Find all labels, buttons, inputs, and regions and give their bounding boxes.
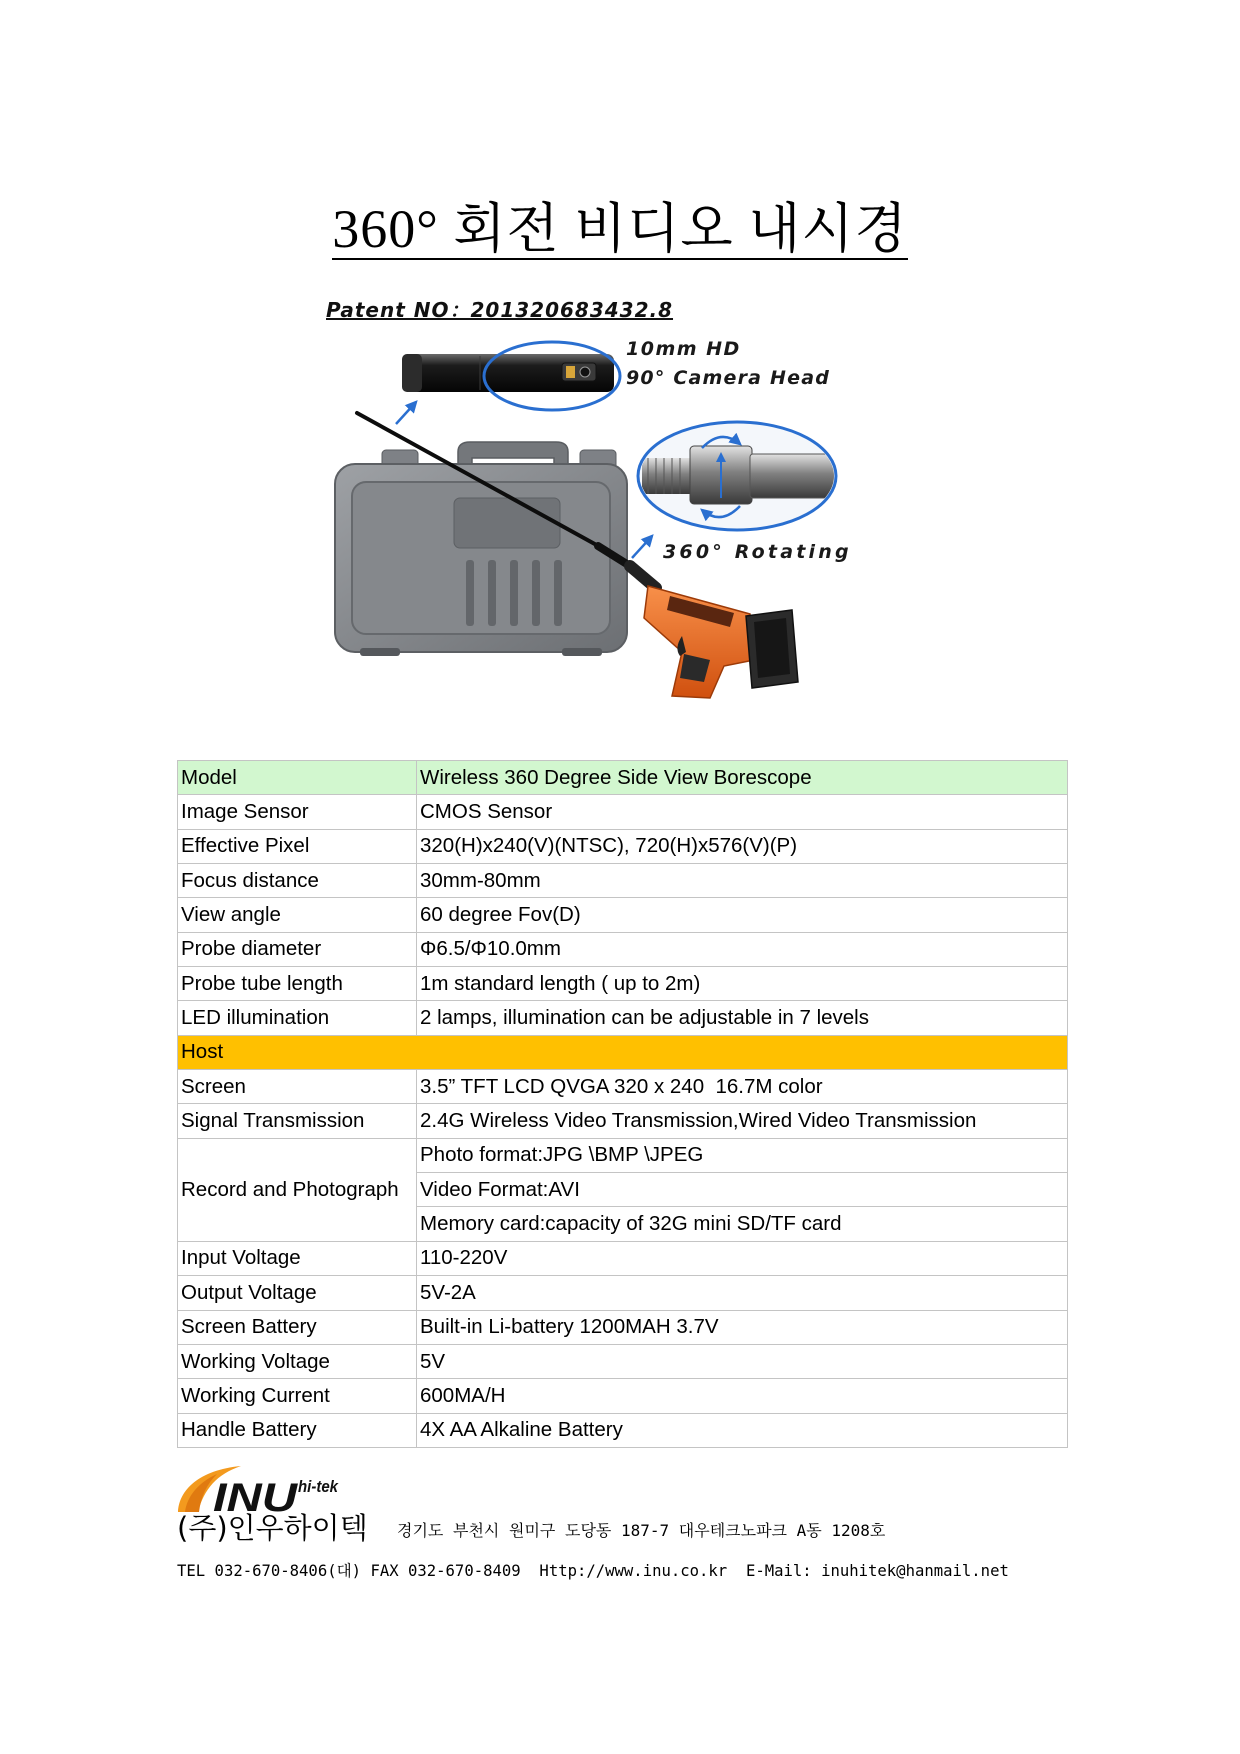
spec-label: Model <box>178 761 417 795</box>
spec-label: LED illumination <box>178 1001 417 1035</box>
spec-row-image-sensor <box>178 795 1068 829</box>
spec-row-probe-diameter <box>178 932 1068 966</box>
spec-label: Probe diameter <box>178 932 417 966</box>
spec-label: Working Current <box>178 1379 417 1413</box>
spec-label: Effective Pixel <box>178 829 417 863</box>
spec-value: Built-in Li-battery 1200MAH 3.7V <box>417 1310 1068 1344</box>
spec-value: 600MA/H <box>417 1379 1068 1413</box>
case-label-recess <box>454 498 560 548</box>
spec-row-probe-tube-length <box>178 967 1068 1001</box>
spec-row-working-voltage <box>178 1344 1068 1378</box>
spec-section-host <box>178 1035 1068 1069</box>
spec-row-input-voltage <box>178 1241 1068 1275</box>
spec-value: 60 degree Fov(D) <box>417 898 1068 932</box>
spec-row-output-voltage <box>178 1276 1068 1310</box>
monitor-screen <box>746 610 798 688</box>
spec-row-screen <box>178 1070 1068 1104</box>
spec-table <box>177 760 1068 1448</box>
rotating-label: 360° Rotating <box>663 541 852 563</box>
handle-body <box>644 586 754 698</box>
page-title: 360° 회전 비디오 내시경 <box>332 199 908 259</box>
spec-value: Wireless 360 Degree Side View Borescope <box>417 761 1068 795</box>
title-container <box>0 200 1240 260</box>
spec-label: Screen <box>178 1070 417 1104</box>
logo-sub-text: hi-tek <box>298 1477 340 1496</box>
spec-label: Screen Battery <box>178 1310 417 1344</box>
spec-value: Photo format:JPG \BMP \JPEG <box>417 1138 1068 1172</box>
spec-row-record-photo-format <box>178 1138 1068 1172</box>
contact-line: TEL 032-670-8406(대) FAX 032-670-8409 Http://www.inu.co.kr E-Mail: inuhitek@hanmail.net <box>177 1562 1009 1580</box>
spec-value: 110-220V <box>417 1241 1068 1275</box>
spec-row-working-current <box>178 1379 1068 1413</box>
spec-label: Probe tube length <box>178 967 417 1001</box>
camera-probe-head <box>402 354 614 392</box>
spec-label: Working Voltage <box>178 1344 417 1378</box>
carrying-case <box>335 442 627 656</box>
spec-row-view-angle <box>178 898 1068 932</box>
spec-value: 2 lamps, illumination can be adjustable in 7 levels <box>417 1001 1068 1035</box>
spec-row-led-illumination <box>178 1001 1068 1035</box>
spec-value: 30mm-80mm <box>417 864 1068 898</box>
camera-lens <box>580 367 590 377</box>
company-name: (주)인우하이텍 <box>177 1511 368 1545</box>
spec-label: Signal Transmission <box>178 1104 417 1138</box>
spec-row-signal-transmission <box>178 1104 1068 1138</box>
spec-row-effective-pixel <box>178 829 1068 863</box>
rotating-joint-callout <box>638 422 840 530</box>
spec-label: Image Sensor <box>178 795 417 829</box>
led-light <box>566 366 575 378</box>
company-address: 경기도 부천시 원미구 도당동 187-7 대우테크노파크 A동 1208호 <box>397 1521 886 1540</box>
rotating-arrow <box>632 536 652 558</box>
spec-value: 4X AA Alkaline Battery <box>417 1413 1068 1447</box>
spec-value: Memory card:capacity of 32G mini SD/TF card <box>417 1207 1068 1241</box>
spec-label: Focus distance <box>178 864 417 898</box>
camera-head-angle-label: 90° Camera Head <box>626 367 831 389</box>
probe-section <box>750 454 840 498</box>
spec-value: 320(H)x240(V)(NTSC), 720(H)x576(V)(P) <box>417 829 1068 863</box>
case-foot-right <box>562 648 602 656</box>
spec-value: 3.5” TFT LCD QVGA 320 x 240 16.7M color <box>417 1070 1068 1104</box>
handheld-monitor-handle <box>644 586 798 698</box>
spec-row-focus-distance <box>178 864 1068 898</box>
spec-value: 1m standard length ( up to 2m) <box>417 967 1068 1001</box>
spec-label: View angle <box>178 898 417 932</box>
spec-value: 5V-2A <box>417 1276 1068 1310</box>
camera-head-size-label: 10mm HD <box>626 338 741 360</box>
spec-value: Φ6.5/Φ10.0mm <box>417 932 1068 966</box>
spec-label: Handle Battery <box>178 1413 417 1447</box>
spec-value: 2.4G Wireless Video Transmission,Wired Video Transmission <box>417 1104 1068 1138</box>
spec-label: Input Voltage <box>178 1241 417 1275</box>
spec-row-model <box>178 761 1068 795</box>
company-logo <box>177 1462 352 1516</box>
section-header-host: Host <box>178 1035 1068 1069</box>
spec-row-screen-battery <box>178 1310 1068 1344</box>
spec-value: CMOS Sensor <box>417 795 1068 829</box>
threaded-section <box>642 458 692 494</box>
spec-row-handle-battery <box>178 1413 1068 1447</box>
case-foot-left <box>360 648 400 656</box>
patent-number: Patent NO：201320683432.8 <box>326 298 674 322</box>
logo-main-text: INU <box>213 1476 299 1516</box>
spec-label-record-and-photograph: Record and Photograph <box>178 1138 417 1241</box>
spec-value: Video Format:AVI <box>417 1173 1068 1207</box>
spec-value: 5V <box>417 1344 1068 1378</box>
spec-label: Output Voltage <box>178 1276 417 1310</box>
camera-head-arrow <box>396 402 416 424</box>
